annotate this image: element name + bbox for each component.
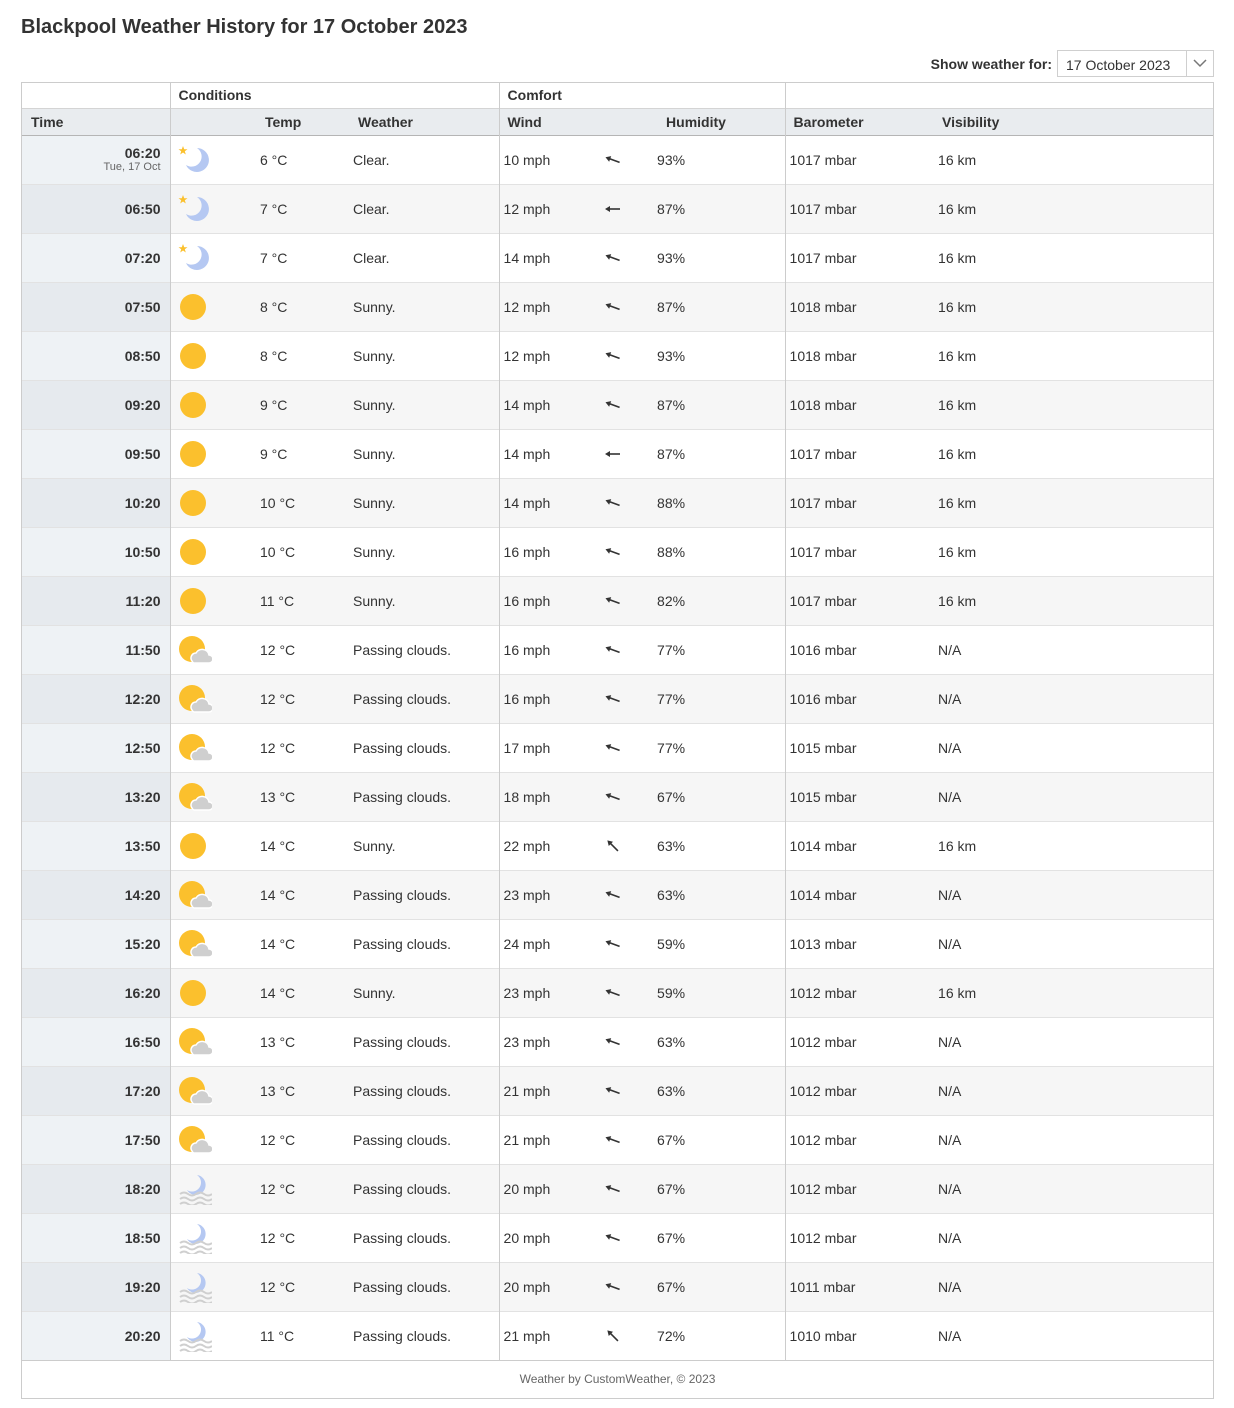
visibility-value: 16 km bbox=[938, 543, 977, 560]
humidity-value: 93% bbox=[657, 151, 686, 168]
moon-cloud-icon bbox=[170, 1262, 257, 1311]
table-row bbox=[22, 968, 1213, 1017]
barometer-value: 1018 mbar bbox=[785, 380, 934, 429]
wind-value: 22 mph bbox=[499, 821, 604, 870]
table-row bbox=[22, 772, 1213, 821]
time-cell bbox=[22, 380, 170, 429]
time-value: 13:50 bbox=[124, 837, 161, 854]
visibility-value: 16 km bbox=[938, 151, 977, 168]
chevron-down-icon[interactable] bbox=[1186, 51, 1213, 76]
weather-value: Clear. bbox=[353, 151, 390, 168]
visibility-value: N/A bbox=[938, 788, 962, 805]
table-row bbox=[22, 1311, 1213, 1360]
humidity-value: 88% bbox=[657, 543, 686, 560]
table-row bbox=[22, 625, 1213, 674]
table-row bbox=[22, 1017, 1213, 1066]
wind-direction-arrow-icon bbox=[604, 1311, 653, 1360]
col-header-time: Time bbox=[31, 113, 64, 130]
humidity-value: 63% bbox=[657, 1033, 686, 1050]
temp-value: 14 °C bbox=[260, 886, 296, 903]
time-value: 10:50 bbox=[124, 543, 161, 560]
wind-direction-arrow-icon bbox=[604, 919, 653, 968]
wind-value: 21 mph bbox=[499, 1115, 604, 1164]
col-header-humidity: Humidity bbox=[666, 113, 726, 130]
visibility-value: 16 km bbox=[938, 200, 977, 217]
sun-icon bbox=[170, 527, 257, 576]
time-cell bbox=[22, 1066, 170, 1115]
time-cell bbox=[22, 576, 170, 625]
visibility-value: N/A bbox=[938, 1131, 962, 1148]
visibility-value: N/A bbox=[938, 1229, 962, 1246]
wind-value: 17 mph bbox=[499, 723, 604, 772]
humidity-value: 67% bbox=[657, 1229, 686, 1246]
sun-cloud-icon bbox=[170, 1066, 257, 1115]
wind-value: 21 mph bbox=[499, 1066, 604, 1115]
table-row bbox=[22, 282, 1213, 331]
time-value: 16:20 bbox=[124, 984, 161, 1001]
wind-direction-arrow-icon bbox=[604, 1213, 653, 1262]
temp-value: 14 °C bbox=[260, 837, 296, 854]
wind-value: 20 mph bbox=[499, 1164, 604, 1213]
date-value: Tue, 17 Oct bbox=[103, 161, 161, 173]
time-value: 10:20 bbox=[124, 494, 161, 511]
visibility-value: N/A bbox=[938, 641, 962, 658]
weather-value: Passing clouds. bbox=[353, 739, 452, 756]
barometer-value: 1016 mbar bbox=[785, 674, 934, 723]
time-value: 08:50 bbox=[124, 347, 161, 364]
wind-direction-arrow-icon bbox=[604, 1115, 653, 1164]
time-cell bbox=[22, 135, 170, 184]
temp-value: 12 °C bbox=[260, 1278, 296, 1295]
wind-direction-arrow-icon bbox=[604, 968, 653, 1017]
time-value: 13:20 bbox=[124, 788, 161, 805]
table-row bbox=[22, 723, 1213, 772]
time-cell bbox=[22, 1262, 170, 1311]
humidity-value: 93% bbox=[657, 249, 686, 266]
wind-direction-arrow-icon bbox=[604, 723, 653, 772]
temp-value: 8 °C bbox=[260, 347, 288, 364]
wind-direction-arrow-icon bbox=[604, 1164, 653, 1213]
visibility-value: N/A bbox=[938, 1033, 962, 1050]
weather-value: Clear. bbox=[353, 249, 390, 266]
humidity-value: 67% bbox=[657, 788, 686, 805]
time-cell bbox=[22, 772, 170, 821]
column-header-row bbox=[22, 108, 1213, 135]
humidity-value: 87% bbox=[657, 298, 686, 315]
humidity-value: 72% bbox=[657, 1327, 686, 1344]
visibility-value: N/A bbox=[938, 1180, 962, 1197]
time-value: 16:50 bbox=[124, 1033, 161, 1050]
barometer-value: 1017 mbar bbox=[785, 527, 934, 576]
temp-value: 11 °C bbox=[260, 1327, 295, 1344]
humidity-value: 67% bbox=[657, 1180, 686, 1197]
visibility-value: 16 km bbox=[938, 837, 977, 854]
weather-value: Passing clouds. bbox=[353, 935, 452, 952]
page-title: Blackpool Weather History for 17 October 2023 bbox=[21, 16, 468, 38]
wind-direction-arrow-icon bbox=[604, 380, 653, 429]
moon-cloud-icon bbox=[170, 1311, 257, 1360]
col-header-temp: Temp bbox=[265, 113, 302, 130]
time-cell bbox=[22, 478, 170, 527]
weather-value: Passing clouds. bbox=[353, 1033, 452, 1050]
barometer-value: 1010 mbar bbox=[785, 1311, 934, 1360]
time-value: 06:50 bbox=[124, 200, 161, 217]
humidity-value: 59% bbox=[657, 984, 686, 1001]
humidity-value: 87% bbox=[657, 445, 686, 462]
time-cell bbox=[22, 282, 170, 331]
wind-value: 16 mph bbox=[499, 527, 604, 576]
temp-value: 7 °C bbox=[260, 249, 288, 266]
weather-value: Passing clouds. bbox=[353, 1082, 452, 1099]
time-value: 06:20 bbox=[124, 145, 161, 161]
humidity-value: 77% bbox=[657, 739, 686, 756]
temp-value: 12 °C bbox=[260, 739, 296, 756]
time-value: 11:50 bbox=[125, 641, 161, 658]
visibility-value: 16 km bbox=[938, 984, 977, 1001]
table-row bbox=[22, 233, 1213, 282]
temp-value: 14 °C bbox=[260, 935, 296, 952]
time-value: 12:50 bbox=[124, 739, 161, 756]
group-header-row bbox=[22, 83, 1213, 108]
time-cell bbox=[22, 625, 170, 674]
sun-cloud-icon bbox=[170, 723, 257, 772]
weather-value: Passing clouds. bbox=[353, 1327, 452, 1344]
temp-value: 7 °C bbox=[260, 200, 288, 217]
humidity-value: 67% bbox=[657, 1278, 686, 1295]
temp-value: 11 °C bbox=[260, 592, 295, 609]
table-row bbox=[22, 478, 1213, 527]
humidity-value: 67% bbox=[657, 1131, 686, 1148]
visibility-value: 16 km bbox=[938, 592, 977, 609]
date-picker-row bbox=[931, 50, 1214, 77]
weather-value: Sunny. bbox=[353, 543, 396, 560]
moon-cloud-icon bbox=[170, 1164, 257, 1213]
time-value: 12:20 bbox=[124, 690, 161, 707]
wind-value: 14 mph bbox=[499, 233, 604, 282]
table-row bbox=[22, 1262, 1213, 1311]
table-row bbox=[22, 380, 1213, 429]
wind-direction-arrow-icon bbox=[604, 625, 653, 674]
barometer-value: 1013 mbar bbox=[785, 919, 934, 968]
group-header-conditions: Conditions bbox=[170, 83, 499, 108]
wind-direction-arrow-icon bbox=[604, 772, 653, 821]
visibility-value: 16 km bbox=[938, 298, 977, 315]
humidity-value: 77% bbox=[657, 641, 686, 658]
wind-value: 12 mph bbox=[499, 184, 604, 233]
group-header-comfort: Comfort bbox=[499, 83, 785, 108]
temp-value: 13 °C bbox=[260, 1033, 296, 1050]
temp-value: 9 °C bbox=[260, 445, 288, 462]
time-cell bbox=[22, 870, 170, 919]
wind-value: 21 mph bbox=[499, 1311, 604, 1360]
wind-value: 16 mph bbox=[499, 625, 604, 674]
wind-value: 24 mph bbox=[499, 919, 604, 968]
wind-direction-arrow-icon bbox=[604, 1262, 653, 1311]
col-header-visibility: Visibility bbox=[942, 113, 1000, 130]
wind-direction-arrow-icon bbox=[604, 1066, 653, 1115]
time-value: 20:20 bbox=[124, 1327, 161, 1344]
weather-value: Passing clouds. bbox=[353, 641, 452, 658]
time-value: 09:20 bbox=[124, 396, 161, 413]
sun-cloud-icon bbox=[170, 772, 257, 821]
col-header-barometer: Barometer bbox=[785, 108, 934, 135]
visibility-value: N/A bbox=[938, 935, 962, 952]
wind-value: 23 mph bbox=[499, 1017, 604, 1066]
wind-direction-arrow-icon bbox=[604, 1017, 653, 1066]
wind-value: 20 mph bbox=[499, 1262, 604, 1311]
time-cell bbox=[22, 331, 170, 380]
date-select[interactable] bbox=[1057, 50, 1214, 77]
temp-value: 12 °C bbox=[260, 1229, 296, 1246]
barometer-value: 1012 mbar bbox=[785, 968, 934, 1017]
temp-value: 12 °C bbox=[260, 641, 296, 658]
visibility-value: N/A bbox=[938, 1278, 962, 1295]
table-row bbox=[22, 527, 1213, 576]
weather-value: Passing clouds. bbox=[353, 886, 452, 903]
barometer-value: 1015 mbar bbox=[785, 772, 934, 821]
sun-icon bbox=[170, 821, 257, 870]
time-value: 17:20 bbox=[124, 1082, 161, 1099]
humidity-value: 77% bbox=[657, 690, 686, 707]
visibility-value: N/A bbox=[938, 886, 962, 903]
wind-direction-arrow-icon bbox=[604, 233, 653, 282]
time-value: 07:20 bbox=[124, 249, 161, 266]
col-header-icon bbox=[170, 108, 257, 135]
sun-icon bbox=[170, 576, 257, 625]
visibility-value: 16 km bbox=[938, 445, 977, 462]
time-cell bbox=[22, 184, 170, 233]
moon-star-icon bbox=[170, 233, 257, 282]
sun-cloud-icon bbox=[170, 674, 257, 723]
temp-value: 13 °C bbox=[260, 1082, 296, 1099]
time-value: 09:50 bbox=[124, 445, 161, 462]
barometer-value: 1017 mbar bbox=[785, 184, 934, 233]
visibility-value: 16 km bbox=[938, 249, 977, 266]
humidity-value: 87% bbox=[657, 200, 686, 217]
humidity-value: 88% bbox=[657, 494, 686, 511]
table-row bbox=[22, 429, 1213, 478]
time-cell bbox=[22, 1213, 170, 1262]
moon-star-icon bbox=[170, 184, 257, 233]
barometer-value: 1014 mbar bbox=[785, 870, 934, 919]
visibility-value: N/A bbox=[938, 690, 962, 707]
weather-value: Sunny. bbox=[353, 494, 396, 511]
sun-icon bbox=[170, 429, 257, 478]
time-cell bbox=[22, 429, 170, 478]
sun-cloud-icon bbox=[170, 870, 257, 919]
table-row bbox=[22, 870, 1213, 919]
table-footer-credit: Weather by CustomWeather, © 2023 bbox=[519, 1371, 716, 1386]
visibility-value: 16 km bbox=[938, 347, 977, 364]
humidity-value: 63% bbox=[657, 1082, 686, 1099]
time-value: 07:50 bbox=[124, 298, 161, 315]
time-cell bbox=[22, 919, 170, 968]
wind-direction-arrow-icon bbox=[604, 135, 653, 184]
moon-star-icon bbox=[170, 135, 257, 184]
wind-direction-arrow-icon bbox=[604, 429, 653, 478]
humidity-value: 59% bbox=[657, 935, 686, 952]
col-header-wind-direction bbox=[604, 108, 653, 135]
wind-value: 14 mph bbox=[499, 429, 604, 478]
sun-icon bbox=[170, 282, 257, 331]
weather-value: Sunny. bbox=[353, 445, 396, 462]
visibility-value: 16 km bbox=[938, 494, 977, 511]
barometer-value: 1017 mbar bbox=[785, 576, 934, 625]
visibility-value: N/A bbox=[938, 739, 962, 756]
weather-value: Passing clouds. bbox=[353, 788, 452, 805]
table-row bbox=[22, 135, 1213, 184]
weather-value: Sunny. bbox=[353, 837, 396, 854]
date-picker-label: Show weather for: bbox=[930, 55, 1052, 72]
barometer-value: 1017 mbar bbox=[785, 135, 934, 184]
sun-cloud-icon bbox=[170, 1115, 257, 1164]
temp-value: 8 °C bbox=[260, 298, 288, 315]
wind-value: 23 mph bbox=[499, 870, 604, 919]
sun-cloud-icon bbox=[170, 919, 257, 968]
weather-value: Sunny. bbox=[353, 298, 396, 315]
time-cell bbox=[22, 1311, 170, 1360]
barometer-value: 1018 mbar bbox=[785, 282, 934, 331]
time-cell bbox=[22, 1115, 170, 1164]
time-cell bbox=[22, 233, 170, 282]
table-row bbox=[22, 1213, 1213, 1262]
sun-icon bbox=[170, 331, 257, 380]
col-header-wind: Wind bbox=[499, 108, 604, 135]
weather-value: Sunny. bbox=[353, 592, 396, 609]
visibility-value: N/A bbox=[938, 1327, 962, 1344]
barometer-value: 1012 mbar bbox=[785, 1213, 934, 1262]
time-value: 14:20 bbox=[124, 886, 161, 903]
visibility-value: 16 km bbox=[938, 396, 977, 413]
temp-value: 10 °C bbox=[260, 543, 296, 560]
weather-value: Passing clouds. bbox=[353, 1180, 452, 1197]
wind-value: 18 mph bbox=[499, 772, 604, 821]
wind-value: 16 mph bbox=[499, 674, 604, 723]
temp-value: 12 °C bbox=[260, 1131, 296, 1148]
time-cell bbox=[22, 527, 170, 576]
table-row bbox=[22, 919, 1213, 968]
visibility-value: N/A bbox=[938, 1082, 962, 1099]
wind-direction-arrow-icon bbox=[604, 478, 653, 527]
time-value: 11:20 bbox=[125, 592, 161, 609]
table-row bbox=[22, 1164, 1213, 1213]
time-cell bbox=[22, 1164, 170, 1213]
time-value: 18:20 bbox=[124, 1180, 161, 1197]
temp-value: 10 °C bbox=[260, 494, 296, 511]
barometer-value: 1012 mbar bbox=[785, 1164, 934, 1213]
humidity-value: 87% bbox=[657, 396, 686, 413]
barometer-value: 1018 mbar bbox=[785, 331, 934, 380]
wind-direction-arrow-icon bbox=[604, 674, 653, 723]
time-cell bbox=[22, 674, 170, 723]
wind-value: 12 mph bbox=[499, 331, 604, 380]
temp-value: 12 °C bbox=[260, 690, 296, 707]
barometer-value: 1012 mbar bbox=[785, 1066, 934, 1115]
date-select-value[interactable]: 17 October 2023 bbox=[1066, 57, 1171, 73]
humidity-value: 93% bbox=[657, 347, 686, 364]
group-header-empty bbox=[22, 83, 170, 108]
weather-value: Sunny. bbox=[353, 984, 396, 1001]
wind-direction-arrow-icon bbox=[604, 527, 653, 576]
wind-value: 23 mph bbox=[499, 968, 604, 1017]
table-row bbox=[22, 674, 1213, 723]
wind-direction-arrow-icon bbox=[604, 576, 653, 625]
weather-value: Passing clouds. bbox=[353, 1131, 452, 1148]
time-cell bbox=[22, 1017, 170, 1066]
weather-value: Clear. bbox=[353, 200, 390, 217]
time-value: 15:20 bbox=[124, 935, 161, 952]
table-row bbox=[22, 184, 1213, 233]
weather-value: Sunny. bbox=[353, 347, 396, 364]
wind-value: 14 mph bbox=[499, 380, 604, 429]
wind-value: 12 mph bbox=[499, 282, 604, 331]
weather-value: Passing clouds. bbox=[353, 690, 452, 707]
temp-value: 14 °C bbox=[260, 984, 296, 1001]
temp-value: 12 °C bbox=[260, 1180, 296, 1197]
sun-icon bbox=[170, 478, 257, 527]
temp-value: 13 °C bbox=[260, 788, 296, 805]
time-value: 19:20 bbox=[124, 1278, 161, 1295]
moon-cloud-icon bbox=[170, 1213, 257, 1262]
table-row bbox=[22, 331, 1213, 380]
wind-value: 14 mph bbox=[499, 478, 604, 527]
wind-direction-arrow-icon bbox=[604, 282, 653, 331]
barometer-value: 1017 mbar bbox=[785, 478, 934, 527]
weather-history-table bbox=[21, 82, 1214, 1399]
humidity-value: 63% bbox=[657, 886, 686, 903]
time-cell bbox=[22, 821, 170, 870]
weather-value: Passing clouds. bbox=[353, 1278, 452, 1295]
wind-value: 20 mph bbox=[499, 1213, 604, 1262]
wind-direction-arrow-icon bbox=[604, 331, 653, 380]
table-row bbox=[22, 576, 1213, 625]
temp-value: 9 °C bbox=[260, 396, 288, 413]
wind-direction-arrow-icon bbox=[604, 870, 653, 919]
time-cell bbox=[22, 968, 170, 1017]
barometer-value: 1012 mbar bbox=[785, 1017, 934, 1066]
barometer-value: 1016 mbar bbox=[785, 625, 934, 674]
col-header-weather: Weather bbox=[358, 113, 413, 130]
wind-direction-arrow-icon bbox=[604, 184, 653, 233]
time-cell bbox=[22, 723, 170, 772]
table-row bbox=[22, 1115, 1213, 1164]
sun-cloud-icon bbox=[170, 625, 257, 674]
barometer-value: 1012 mbar bbox=[785, 1115, 934, 1164]
temp-value: 6 °C bbox=[260, 151, 288, 168]
sun-icon bbox=[170, 968, 257, 1017]
humidity-value: 63% bbox=[657, 837, 686, 854]
table-row bbox=[22, 821, 1213, 870]
sun-cloud-icon bbox=[170, 1017, 257, 1066]
barometer-value: 1017 mbar bbox=[785, 429, 934, 478]
wind-value: 10 mph bbox=[499, 135, 604, 184]
weather-value: Passing clouds. bbox=[353, 1229, 452, 1246]
humidity-value: 82% bbox=[657, 592, 686, 609]
time-value: 18:50 bbox=[124, 1229, 161, 1246]
wind-direction-arrow-icon bbox=[604, 821, 653, 870]
table-row bbox=[22, 1066, 1213, 1115]
wind-value: 16 mph bbox=[499, 576, 604, 625]
barometer-value: 1011 mbar bbox=[785, 1262, 934, 1311]
barometer-value: 1014 mbar bbox=[785, 821, 934, 870]
group-header-blank bbox=[785, 83, 1213, 108]
time-value: 17:50 bbox=[124, 1131, 161, 1148]
barometer-value: 1015 mbar bbox=[785, 723, 934, 772]
barometer-value: 1017 mbar bbox=[785, 233, 934, 282]
weather-value: Sunny. bbox=[353, 396, 396, 413]
sun-icon bbox=[170, 380, 257, 429]
